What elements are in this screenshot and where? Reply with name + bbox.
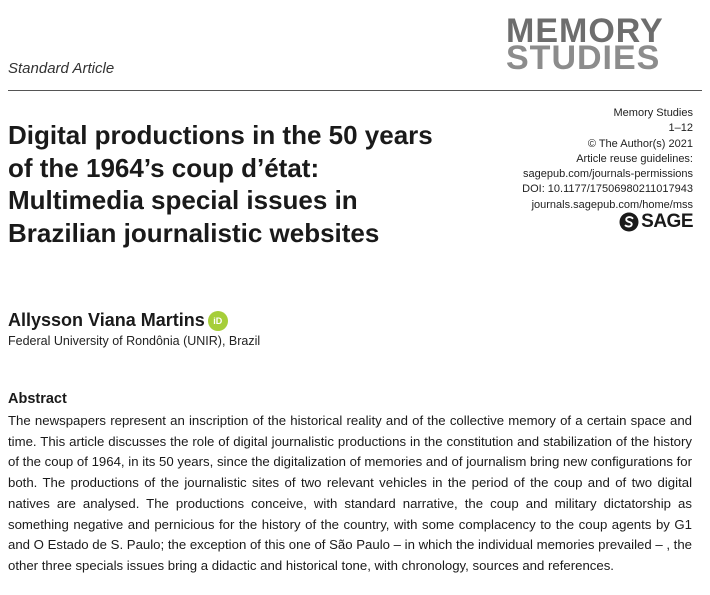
author-affiliation: Federal University of Rondônia (UNIR), Brazil (8, 334, 261, 348)
copyright-notice: © The Author(s) 2021 (587, 137, 693, 150)
journal-logo-line1: MEMORY (506, 12, 664, 50)
abstract-body: The newspapers represent an inscription of the historical reality and of the collective memory of a certain space and time. This article discusses the role of digital journalistic productions in the constitution and stabilization of the history of the coup of 1964, in its 50 years, since the digitalization of memories and of journalism bring new configurations for both. The productions of the journalistic sites of two relevant vehicles in the period of the coup and of two digital natives are analysed. The productions conceive, with standard narrative, the coup and military dictatorship as something negative and pernicious for the history of the country, with some complacency to the coup agents by G1 and O Estado de S. Paulo; the exception of this one of São Paulo – in which the individual memories prevailed – , the other three specials issues bring a didactic and historical tone, with chronology, sources and references. (8, 413, 692, 573)
page-range: 1–12 (668, 122, 693, 135)
header-divider (8, 90, 702, 91)
article-type-label: Standard Article (8, 60, 115, 77)
author-name: Allysson Viana Martins (8, 310, 205, 330)
sage-s-icon (619, 212, 639, 232)
author-line (8, 310, 228, 331)
article-metadata (433, 106, 693, 213)
doi[interactable]: DOI: 10.1177/17506980211017943 (522, 183, 693, 196)
abstract-heading: Abstract (8, 391, 67, 407)
journal-name: Memory Studies (613, 107, 693, 119)
journal-logo-line2: STUDIES (506, 39, 661, 77)
publisher-name: SAGE (641, 211, 693, 232)
journal-homepage-link[interactable]: journals.sagepub.com/home/mss (531, 198, 693, 211)
orcid-icon[interactable]: iD (208, 311, 228, 331)
publisher-logo (619, 211, 693, 233)
article-title: Digital productions in the 50 years of the 1964’s coup d’état: Multimedia special issues in Brazilian journalistic websites (8, 120, 433, 248)
reuse-guidelines-link[interactable]: sagepub.com/journals-permissions (523, 168, 693, 181)
reuse-guidelines-label: Article reuse guidelines: (576, 152, 693, 165)
journal-logo (506, 12, 696, 77)
